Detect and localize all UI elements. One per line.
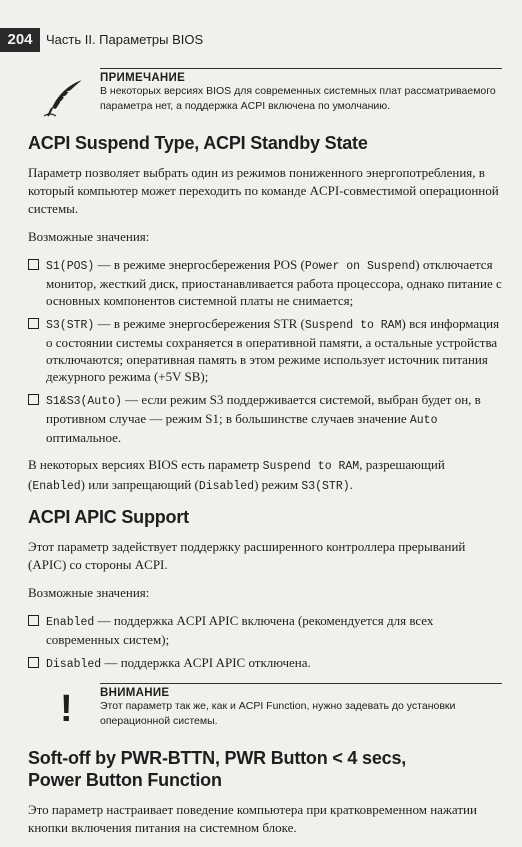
- heading-line: Power Button Function: [28, 770, 222, 790]
- section-heading-soft-off: [28, 747, 502, 791]
- note-title: ПРИМЕЧАНИЕ: [100, 72, 186, 84]
- option-code: Disabled: [46, 658, 102, 671]
- option-code: Power on Suspend: [304, 260, 416, 273]
- option-text: ) отключается монитор, жесткий диск, приостанавливается работа процессора, однако питание с основных компонентов системной платы не снимается;: [46, 257, 502, 308]
- running-title: Часть II. Параметры BIOS: [46, 32, 204, 47]
- note-callout: [28, 68, 502, 114]
- option-code: S3(STR): [46, 319, 95, 332]
- checkbox-bullet-icon: [28, 318, 39, 329]
- option-code: Suspend to RAM: [262, 460, 360, 473]
- page-number: 204: [0, 28, 40, 52]
- option-code: Suspend to RAM: [304, 319, 402, 332]
- option-text: — если режим S3 поддерживается системой, выбран будет он, в противном случае — режим S1; в большинстве случаев значение: [46, 392, 481, 426]
- section-intro: Это параметр настраивает поведение компьютера при кратковременном нажатии кнопки включения питания на системном блоке.: [28, 802, 477, 835]
- list-item: [28, 612, 502, 648]
- option-text: — в режиме энергосбережения POS (: [94, 257, 305, 272]
- section-heading-acpi-apic: ACPI APIC Support: [28, 507, 189, 527]
- note-rule: [100, 68, 502, 69]
- warning-text: Этот параметр так же, как и ACPI Function, нужно задевать до установки операционной системы.: [100, 700, 456, 727]
- warning-callout: [28, 683, 502, 729]
- option-code: Enabled: [32, 480, 81, 493]
- list-item: [28, 256, 502, 309]
- list-item: [28, 654, 502, 673]
- quill-pen-icon: [42, 78, 86, 118]
- list-item: [28, 315, 502, 385]
- note-text: В некоторых версиях BIOS для современных системных плат рассматриваемого параметра нет, а поддержка ACPI включена по умолчанию.: [100, 85, 496, 112]
- option-code: S1(POS): [46, 260, 95, 273]
- option-code: Auto: [409, 414, 438, 427]
- heading-line: Soft-off by PWR-BTTN, PWR Button < 4 secs,: [28, 748, 407, 768]
- text-run: ) или запрещающий (: [80, 477, 199, 492]
- option-code: Disabled: [198, 480, 255, 493]
- warning-rule: [100, 683, 502, 684]
- checkbox-bullet-icon: [28, 615, 39, 626]
- checkbox-bullet-icon: [28, 657, 39, 668]
- warning-title: ВНИМАНИЕ: [100, 687, 170, 699]
- page-header: [0, 28, 522, 52]
- option-text: — в режиме энергосбережения STR (: [94, 316, 305, 331]
- checkbox-bullet-icon: [28, 394, 39, 405]
- options-list: [28, 612, 502, 673]
- values-label: Возможные значения:: [28, 229, 150, 244]
- text-run: .: [349, 477, 353, 492]
- option-code: S1&S3(Auto): [46, 395, 122, 408]
- section-intro: Этот параметр задействует поддержку расширенного контроллера прерываний (APIC) со стороны ACPI.: [28, 539, 466, 572]
- values-label: Возможные значения:: [28, 585, 150, 600]
- option-code: Enabled: [46, 616, 95, 629]
- section-heading-acpi-suspend: ACPI Suspend Type, ACPI Standby State: [28, 133, 368, 153]
- text-run: , разрешающий (: [28, 457, 445, 492]
- checkbox-bullet-icon: [28, 259, 39, 270]
- closing-paragraph: [28, 456, 502, 496]
- section-intro: Параметр позволяет выбрать один из режимов пониженного энергопотребления, в который компьютер может переходить по команде ACPI-совместимой операционной системы.: [28, 165, 499, 216]
- page-content: [28, 68, 502, 847]
- option-text: — поддержка ACPI APIC отключена.: [101, 655, 311, 670]
- option-text: оптимальное.: [46, 430, 122, 445]
- option-code: S3(STR): [301, 480, 350, 493]
- text-run: В некоторых версиях BIOS есть параметр: [28, 457, 263, 472]
- list-item: [28, 391, 502, 446]
- options-list: [28, 256, 502, 446]
- text-run: ) режим: [254, 477, 302, 492]
- option-text: ) вся информация о состоянии системы сохраняется в оперативной памяти, а остальные устройства отключаются; оперативная память в этом режиме использует источник питания дежурного режима (+5V SB);: [46, 316, 500, 384]
- exclamation-icon: !: [60, 688, 73, 730]
- option-text: — поддержка ACPI APIC включена (рекомендуется для всех современных систем);: [46, 613, 434, 647]
